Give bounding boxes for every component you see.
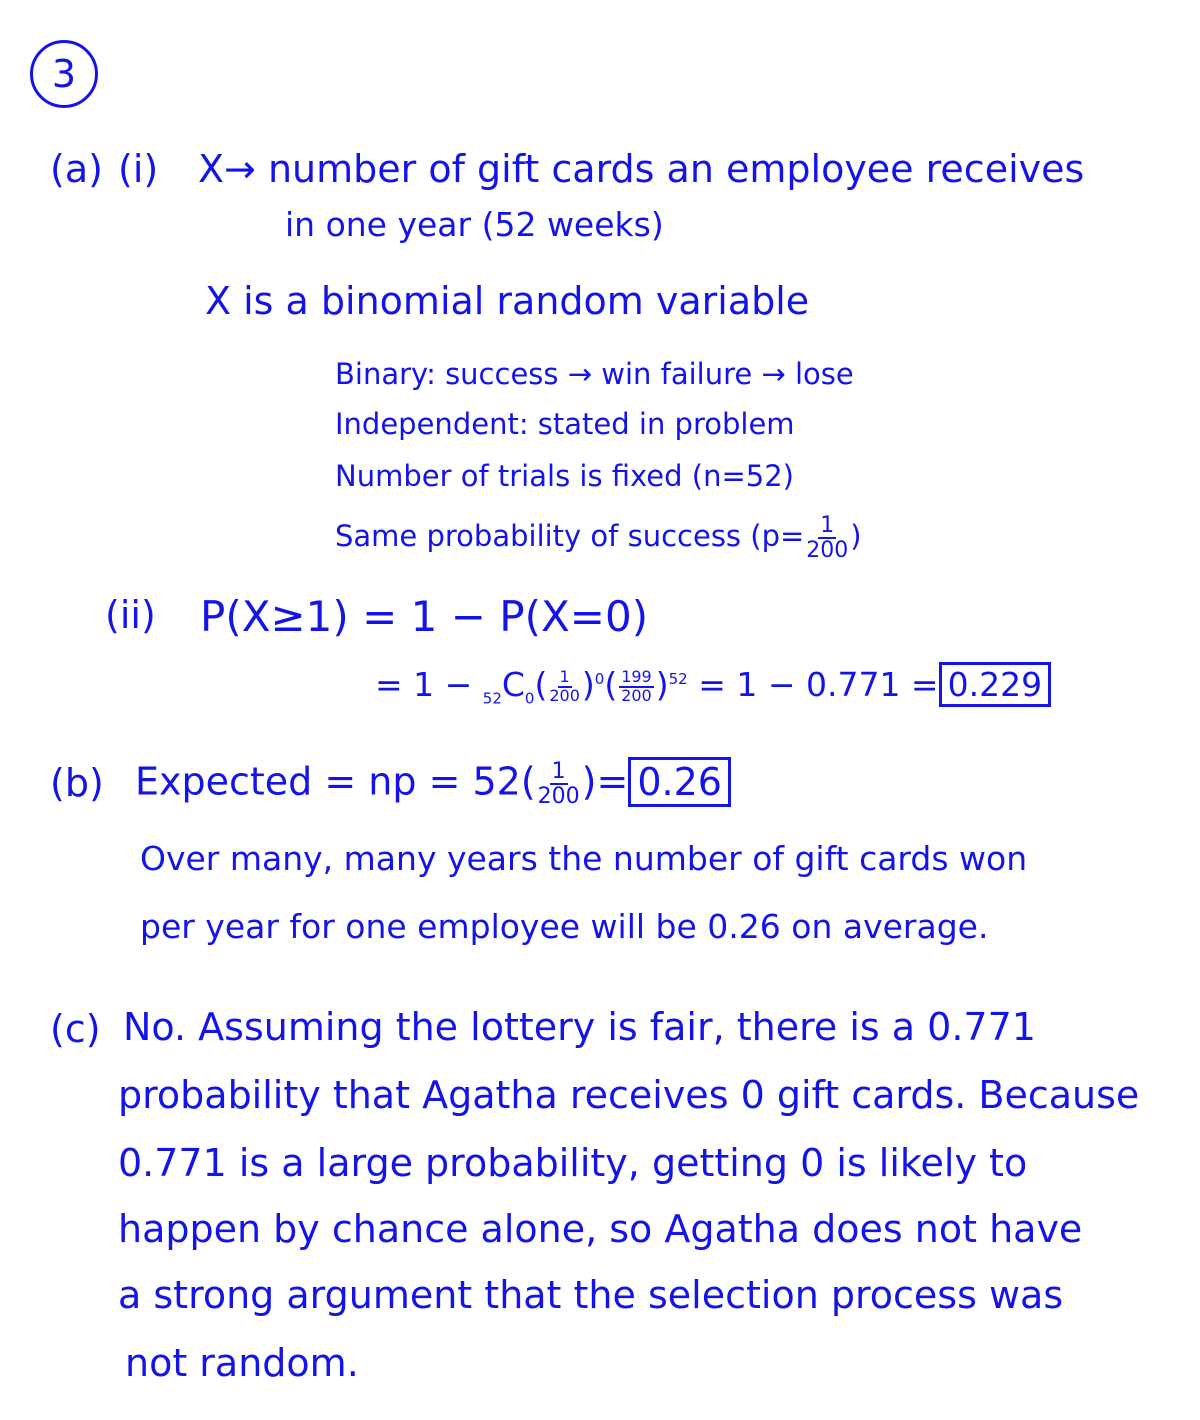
condition-same-probability: Same probability of success (p= $\frac{1}{200}$ ) — [335, 513, 862, 564]
fraction-1-over-200-b: $\frac{1}{200}$ — [537, 759, 580, 810]
part-a-ii-label: (ii) — [105, 593, 156, 637]
condition-binary: Binary: success → win failure → lose — [335, 357, 854, 391]
complement-rule-line: P(X≥1) = 1 − P(X=0) — [200, 592, 649, 641]
answer-box-a: 0.229 — [939, 662, 1051, 707]
binomial-calculation-line: = $1 - _{52}C_0$( $\frac{1}{200}$ )$^0$( $\frac{199}{200}$ )$^{52}$ = 1 − 0.771 = 0.229 — [375, 668, 1051, 707]
interpretation-line1: Over many, many years the number of gift cards won — [140, 839, 1028, 878]
part-c-label: (c) — [50, 1007, 101, 1051]
conclusion-line5: a strong argument that the selection process was — [118, 1273, 1064, 1317]
answer-box-b: 0.26 — [628, 757, 731, 807]
fraction-1-over-200: $\frac{1}{200}$ — [549, 666, 580, 705]
conclusion-line4: happen by chance alone, so Agatha does not have — [118, 1207, 1083, 1251]
problem-number: 3 — [30, 40, 98, 108]
conclusion-line3: 0.771 is a large probability, getting 0 is likely to — [118, 1141, 1028, 1185]
part-a-label: (a) — [50, 147, 103, 191]
conclusion-line6: not random. — [125, 1341, 359, 1385]
condition-fixed-trials: Number of trials is fixed (n=52) — [335, 459, 794, 493]
fraction-199-over-200: $\frac{199}{200}$ — [621, 666, 652, 705]
part-a-i-label: (i) — [118, 147, 159, 191]
p-fraction: $\frac{1}{200}$ — [806, 513, 849, 564]
random-variable-definition-line1: X→ number of gift cards an employee receives — [198, 147, 1085, 191]
condition-independent: Independent: stated in problem — [335, 407, 795, 441]
part-b-label: (b) — [50, 761, 104, 805]
random-variable-definition-line2: in one year (52 weeks) — [285, 205, 664, 244]
conclusion-line2: probability that Agatha receives 0 gift cards. Because — [118, 1073, 1140, 1117]
conclusion-line1: No. Assuming the lottery is fair, there is a 0.771 — [123, 1005, 1036, 1049]
binomial-statement: X is a binomial random variable — [205, 279, 810, 323]
interpretation-line2: per year for one employee will be 0.26 on average. — [140, 907, 989, 946]
expected-value-line: Expected = np = 52( $\frac{1}{200}$ )= 0.26 — [135, 760, 731, 808]
